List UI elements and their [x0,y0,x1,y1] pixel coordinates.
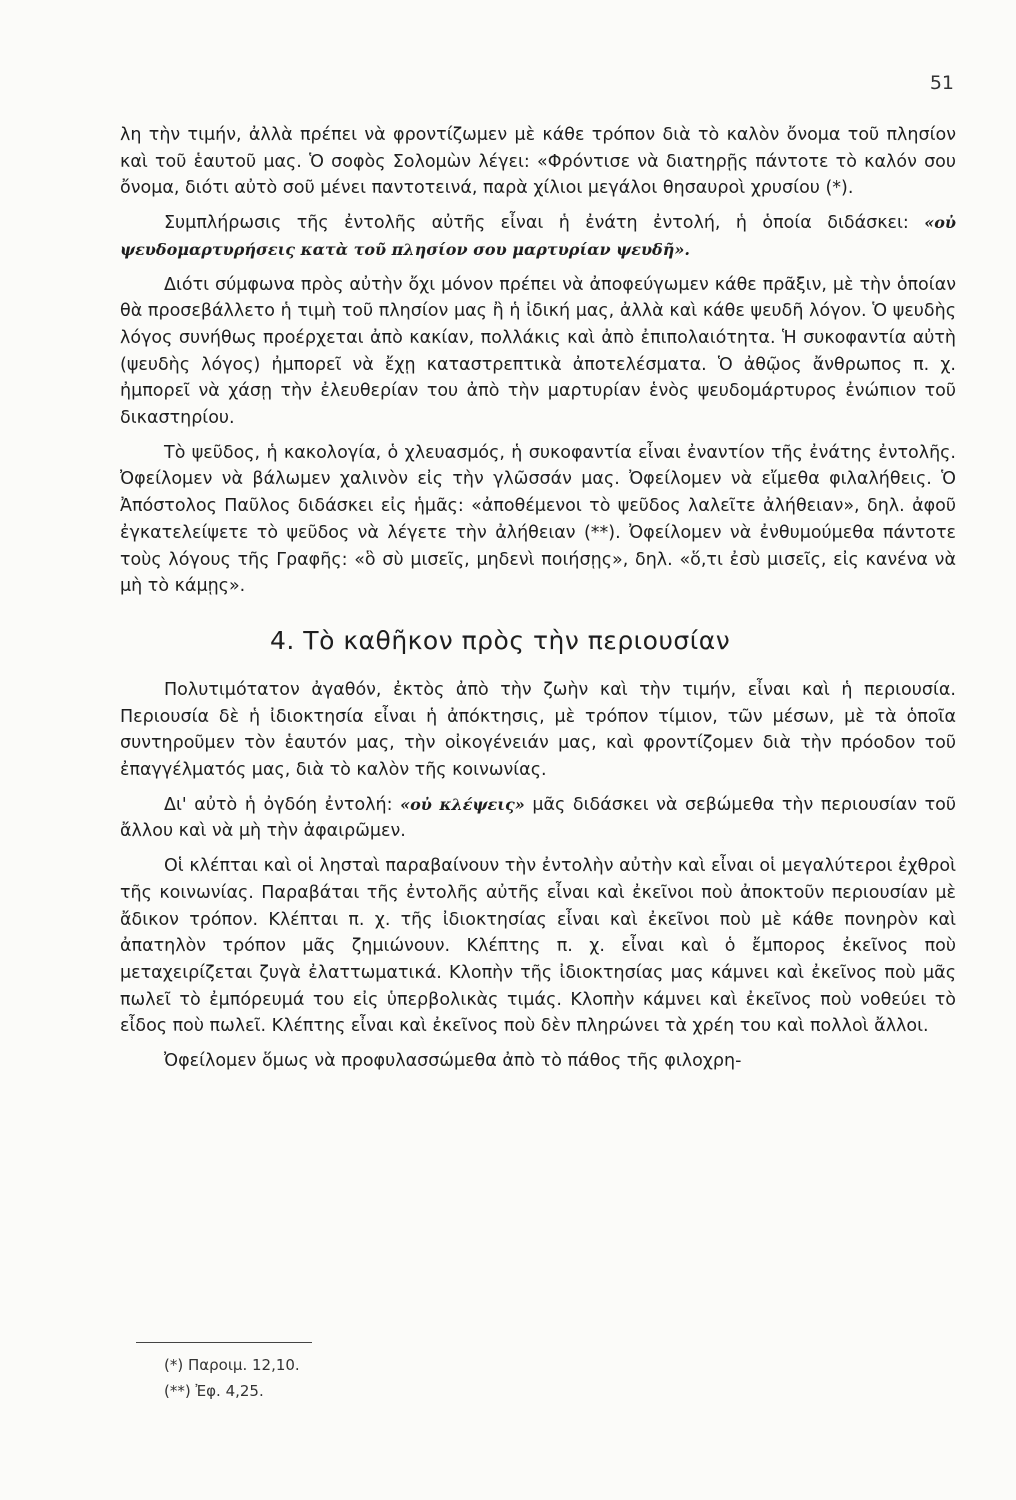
commandment-quote: «οὐ ψευδομαρτυρήσεις κατὰ τοῦ πλησίον σου μαρτυρίαν ψευδῆ». [120,213,956,259]
paragraph: Ὀφείλομεν ὅμως νὰ προφυλασσώμεθα ἀπὸ τὸ πάθος τῆς φιλοχρη- [164,1051,742,1072]
paragraph-ninth-commandment [120,210,956,263]
paragraph: Πολυτιμότατον ἀγαθόν, ἐκτὸς ἀπὸ τὴν ζωὴν καὶ τὴν τιμήν, εἶναι καὶ ἡ περιουσία. Περιουσία δὲ ἡ ἰδιοκτησία εἶναι ἡ ἀπόκτησις, μὲ τρόπον τίμιον, τῶν μέσων, μὲ τὰ ὁποῖα συντηροῦμεν τὸν ἑαυτόν μας, τὴν οἰκογένειάν μας, καὶ φροντίζομεν διὰ τὴν πρόοδον τοῦ ἐπαγγέλματός μας, διὰ τὸ καλὸν τῆς κοινωνίας. [120,679,956,781]
footnote: (**) Ἐφ. 4,25. [164,1382,264,1400]
paragraph-text: Δι' αὐτὸ ἡ ὀγδόη ἐντολή: [164,794,401,815]
paragraph-text: μᾶς διδάσκει νὰ σεβώμεθα τὴν περιουσίαν τοῦ ἄλλου καὶ νὰ μὴ τὴν ἀφαιρῶμεν. [120,794,957,842]
footnotes [164,1352,300,1404]
footnote: (*) Παροιμ. 12,10. [164,1356,300,1374]
section-heading: 4. Τὸ καθῆκον πρὸς τὴν περιουσίαν [270,625,731,655]
commandment-quote: «οὐ κλέψεις» [400,794,525,814]
paragraph: Διότι σύμφωνα πρὸς αὐτὴν ὄχι μόνον πρέπει νὰ ἀποφεύγωμεν κάθε πρᾶξιν, μὲ τὴν ὁποίαν θὰ προσεβάλλετο ἡ τιμὴ τοῦ πλησίον μας ἢ ἡ ἰδική μας, ἀλλὰ καὶ κάθε ψευδῆ λόγον. Ὁ ψευδὴς λόγος συνήθως προέρχεται ἀπὸ κακίαν, πολλάκις καὶ ἀπὸ ἐπιπολαιότητα. Ἡ συκοφαντία αὐτὴ (ψευδὴς λόγος) ἠμπορεῖ νὰ ἔχῃ καταστρεπτικὰ ἀποτελέσματα. Ὁ ἀθῷος ἄνθρωπος π. χ. ἠμπορεῖ νὰ χάσῃ τὴν ἐλευθερίαν του ἀπὸ τὴν μαρτυρίαν ἑνὸς ψευδομάρτυρος ἐνώπιον τοῦ δικαστηρίου. [120,274,956,429]
footnote-divider [136,1342,312,1343]
paragraph-text: Συμπλήρωσις τῆς ἐντολῆς αὐτῆς εἶναι ἡ ἐνάτη ἐντολή, ἡ ὁποία διδάσκει: [164,213,925,234]
paragraph: Οἱ κλέπται καὶ οἱ λησταὶ παραβαίνουν τὴν ἐντολὴν αὐτὴν καὶ εἶναι οἱ μεγαλύτεροι ἐχθροὶ τῆς κοινωνίας. Παραβάται τῆς ἐντολῆς αὐτῆς εἶναι καὶ ἐκεῖνοι ποὺ ἀποκτοῦν περιουσίαν μὲ ἄδικον τρόπον. Κλέπται π. χ. τῆς ἰδιοκτησίας εἶναι καὶ ἐκεῖνοι ποὺ μὲ κάθε πονηρὸν καὶ ἀπατηλὸν τρόπον μᾶς ζημιώνουν. Κλέπτης π. χ. εἶναι καὶ ὁ ἔμπορος ἐκεῖνος ποὺ μεταχειρίζεται ζυγὰ ἐλαττωματικά. Κλοπὴν τῆς ἰδιοκτησίας μας κάμνει καὶ ἐκεῖνος ποὺ μᾶς πωλεῖ τὸ ἐμπόρευμά του εἰς ὑπερβολικὰς τιμάς. Κλοπὴν κάμνει καὶ ἐκεῖνος ποὺ νοθεύει τὸ εἶδος ποὺ πωλεῖ. Κλέπτης εἶναι καὶ ἐκεῖνος ποὺ δὲν πληρώνει τὰ χρέη του καὶ πολλοὶ ἄλλοι. [120,856,956,1037]
paragraph: Τὸ ψεῦδος, ἡ κακολογία, ὁ χλευασμός, ἡ συκοφαντία εἶναι ἐναντίον τῆς ἐνάτης ἐντολῆς. Ὀφείλομεν νὰ βάλωμεν χαλινὸν εἰς τὴν γλῶσσάν μας. Ὀφείλομεν νὰ εἴμεθα φιλαλήθεις. Ὁ Ἀπόστολος Παῦλος διδάσκει εἰς ἡμᾶς: «ἀποθέμενοι τὸ ψεῦδος λαλεῖτε ἀλήθειαν», δηλ. ἀφοῦ ἐγκατελείψετε τὸ ψεῦδος νὰ λέγετε τὴν ἀλήθειαν (**). Ὀφείλομεν νὰ ἐνθυμούμεθα πάντοτε τοὺς λόγους τῆς Γραφῆς: «ὃ σὺ μισεῖς, μηδενὶ ποιήσῃς», δηλ. «ὅ,τι ἐσὺ μισεῖς, εἰς κανένα νὰ μὴ τὸ κάμῃς». [120,442,956,597]
paragraph: λη τὴν τιμήν, ἀλλὰ πρέπει νὰ φροντίζωμεν μὲ κάθε τρόπον διὰ τὸ καλὸν ὄνομα τοῦ πλησίον καὶ τοῦ ἑαυτοῦ μας. Ὁ σοφὸς Σολομὼν λέγει: «Φρόντισε νὰ διατηρῇς πάντοτε τὸ καλόν σου ὄνομα, διότι αὐτὸ σοῦ μένει παντοτεινά, παρὰ χίλιοι μεγάλοι θησαυροὶ χρυσίου (*). [120,125,956,199]
page-number: 51 [929,72,954,94]
page-body [120,122,956,1083]
paragraph-eighth-commandment [120,792,956,845]
